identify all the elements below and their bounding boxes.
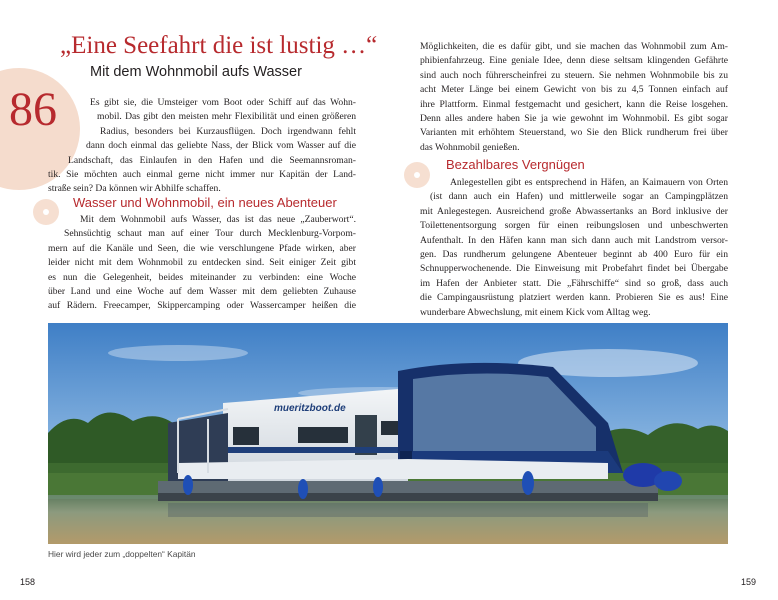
text-line: Es gibt sie, die Umsteiger vom Boot oder Schiff auf das Wohn- <box>90 97 356 108</box>
section2-paragraph <box>420 176 728 320</box>
text-line: über Land und eine Woche auf dem Wasser mit dem geliebten Zuhause <box>48 286 356 298</box>
text-line: Mit dem Wohnmobil aufs Wasser, das ist das neue „Zauberwort“. <box>80 214 356 225</box>
entry-number: 86 <box>9 83 57 136</box>
text-line: mobil. Das gibt den meisten mehr Flexibilität und einen größeren <box>97 111 356 123</box>
text-line: acht Meter Länge bei einem Gewicht von bis zu 4,5 Tonnen einfach auf <box>420 84 728 96</box>
text-line: (ist dann auch ein Hafen) und mittlerweile sogar an Campingplätzen <box>430 191 728 203</box>
text-line: leider nicht mit dem Wohnmobil zu entdecken sind. Seit einiger Zeit gibt <box>48 257 356 269</box>
text-line: das Wohnmobil genießen. <box>420 141 520 153</box>
text-line: Radius, besonders bei Kurzausflügen. Doch irgendwann fehlt <box>100 125 356 137</box>
page-number-left: 158 <box>20 577 36 587</box>
text-line: sind auch noch führerscheinfrei zu steuern. Sie nehmen Wohnmobile bis zu <box>420 69 728 81</box>
text-line: dann doch einmal das geliebte Nass, der Blick vom Wasser auf die <box>86 140 356 152</box>
text-line: Schnupperwochenende. Die Einweisung mit Probefahrt findet bei Übergabe <box>420 263 728 275</box>
text-line: wunderbare Abwechslung, mit einem Kick vom Alltag weg. <box>420 306 651 318</box>
text-line: die Campingausrüstung platziert werden kann. Probieren Sie es aus! Eine <box>420 292 728 304</box>
text-line: Varianten mit erhöhtem Steuerstand, wo Sie den Blick rundherum frei über <box>420 127 728 139</box>
text-line: es nun die Gelegenheit, beides miteinander zu verbinden: eine Woche <box>48 271 356 283</box>
text-line: Möglichkeiten, die es dafür gibt, und sie machen das Wohnmobil zum Am- <box>420 41 728 52</box>
photo-caption: Hier wird jeder zum „doppelten“ Kapitän <box>48 549 196 559</box>
text-line: mit Anlegestegen. Ausreichend große Abwassertanks an Bord inklusive der <box>420 205 728 217</box>
page-subtitle: Mit dem Wohnmobil aufs Wasser <box>90 64 302 80</box>
houseboat-photo <box>48 323 728 544</box>
text-line: Denn alles andere haben Sie ja wie gewohnt im Wohnmobil. Es gibt sogar <box>420 113 728 125</box>
text-line: auf Rädern. Freecamper, Skippercamping oder Wassercamper heißen die <box>48 300 356 312</box>
section1-paragraph <box>48 213 356 314</box>
text-line: gen. Das rundherum gelungene Abenteuer beginnt ab 400 Euro für ein <box>420 249 728 261</box>
photo-logo-text: mueritzboot.de <box>274 403 346 414</box>
text-line: Landschaft, das Einlaufen in den Hafen und die Seemannsroman- <box>68 154 356 166</box>
text-line: Toilettenentsorgung sorgen für einen reibungslosen und unbeschwerten <box>420 220 728 232</box>
text-line: phibienfahrzeug. Eine geniale Idee, denn diese seltsam klingenden Gefährte <box>420 55 728 67</box>
page-number-right: 159 <box>741 577 757 587</box>
text-line: ihre Plattform. Einmal festgemacht und gesichert, kann die Reise losgehen. <box>420 98 728 110</box>
text-line: straße sein? Da können wir Abhilfe schaffen. <box>48 183 221 195</box>
text-line: mern auf die Kanäle und Seen, die wie verschlungene Pfade wirken, aber <box>48 242 356 254</box>
text-line: Aufenthalt. In den Häfen kann man sich dann auch mit Landstrom versor- <box>420 234 728 246</box>
text-line: Anlegestellen gibt es entsprechend in Häfen, an Kaimauern von Orten <box>450 177 728 188</box>
text-line: im Hafen der Anbieter statt. Die „Fährschiffe“ sind so groß, dass auch <box>420 277 728 289</box>
section-heading: Bezahlbares Vergnügen <box>446 157 585 172</box>
text-line: Sehnsüchtig schaut man auf einer Tour durch Mecklenburg-Vorpom- <box>64 228 356 240</box>
text-line: tik. Sie möchten auch einmal gerne nicht immer nur Kapitän der Land- <box>48 169 356 181</box>
section-heading: Wasser und Wohnmobil, ein neues Abenteuer <box>73 195 337 210</box>
intro-paragraph <box>48 96 356 197</box>
right-paragraph <box>420 40 728 155</box>
page-title: „Eine Seefahrt die ist lustig …“ <box>60 32 378 59</box>
